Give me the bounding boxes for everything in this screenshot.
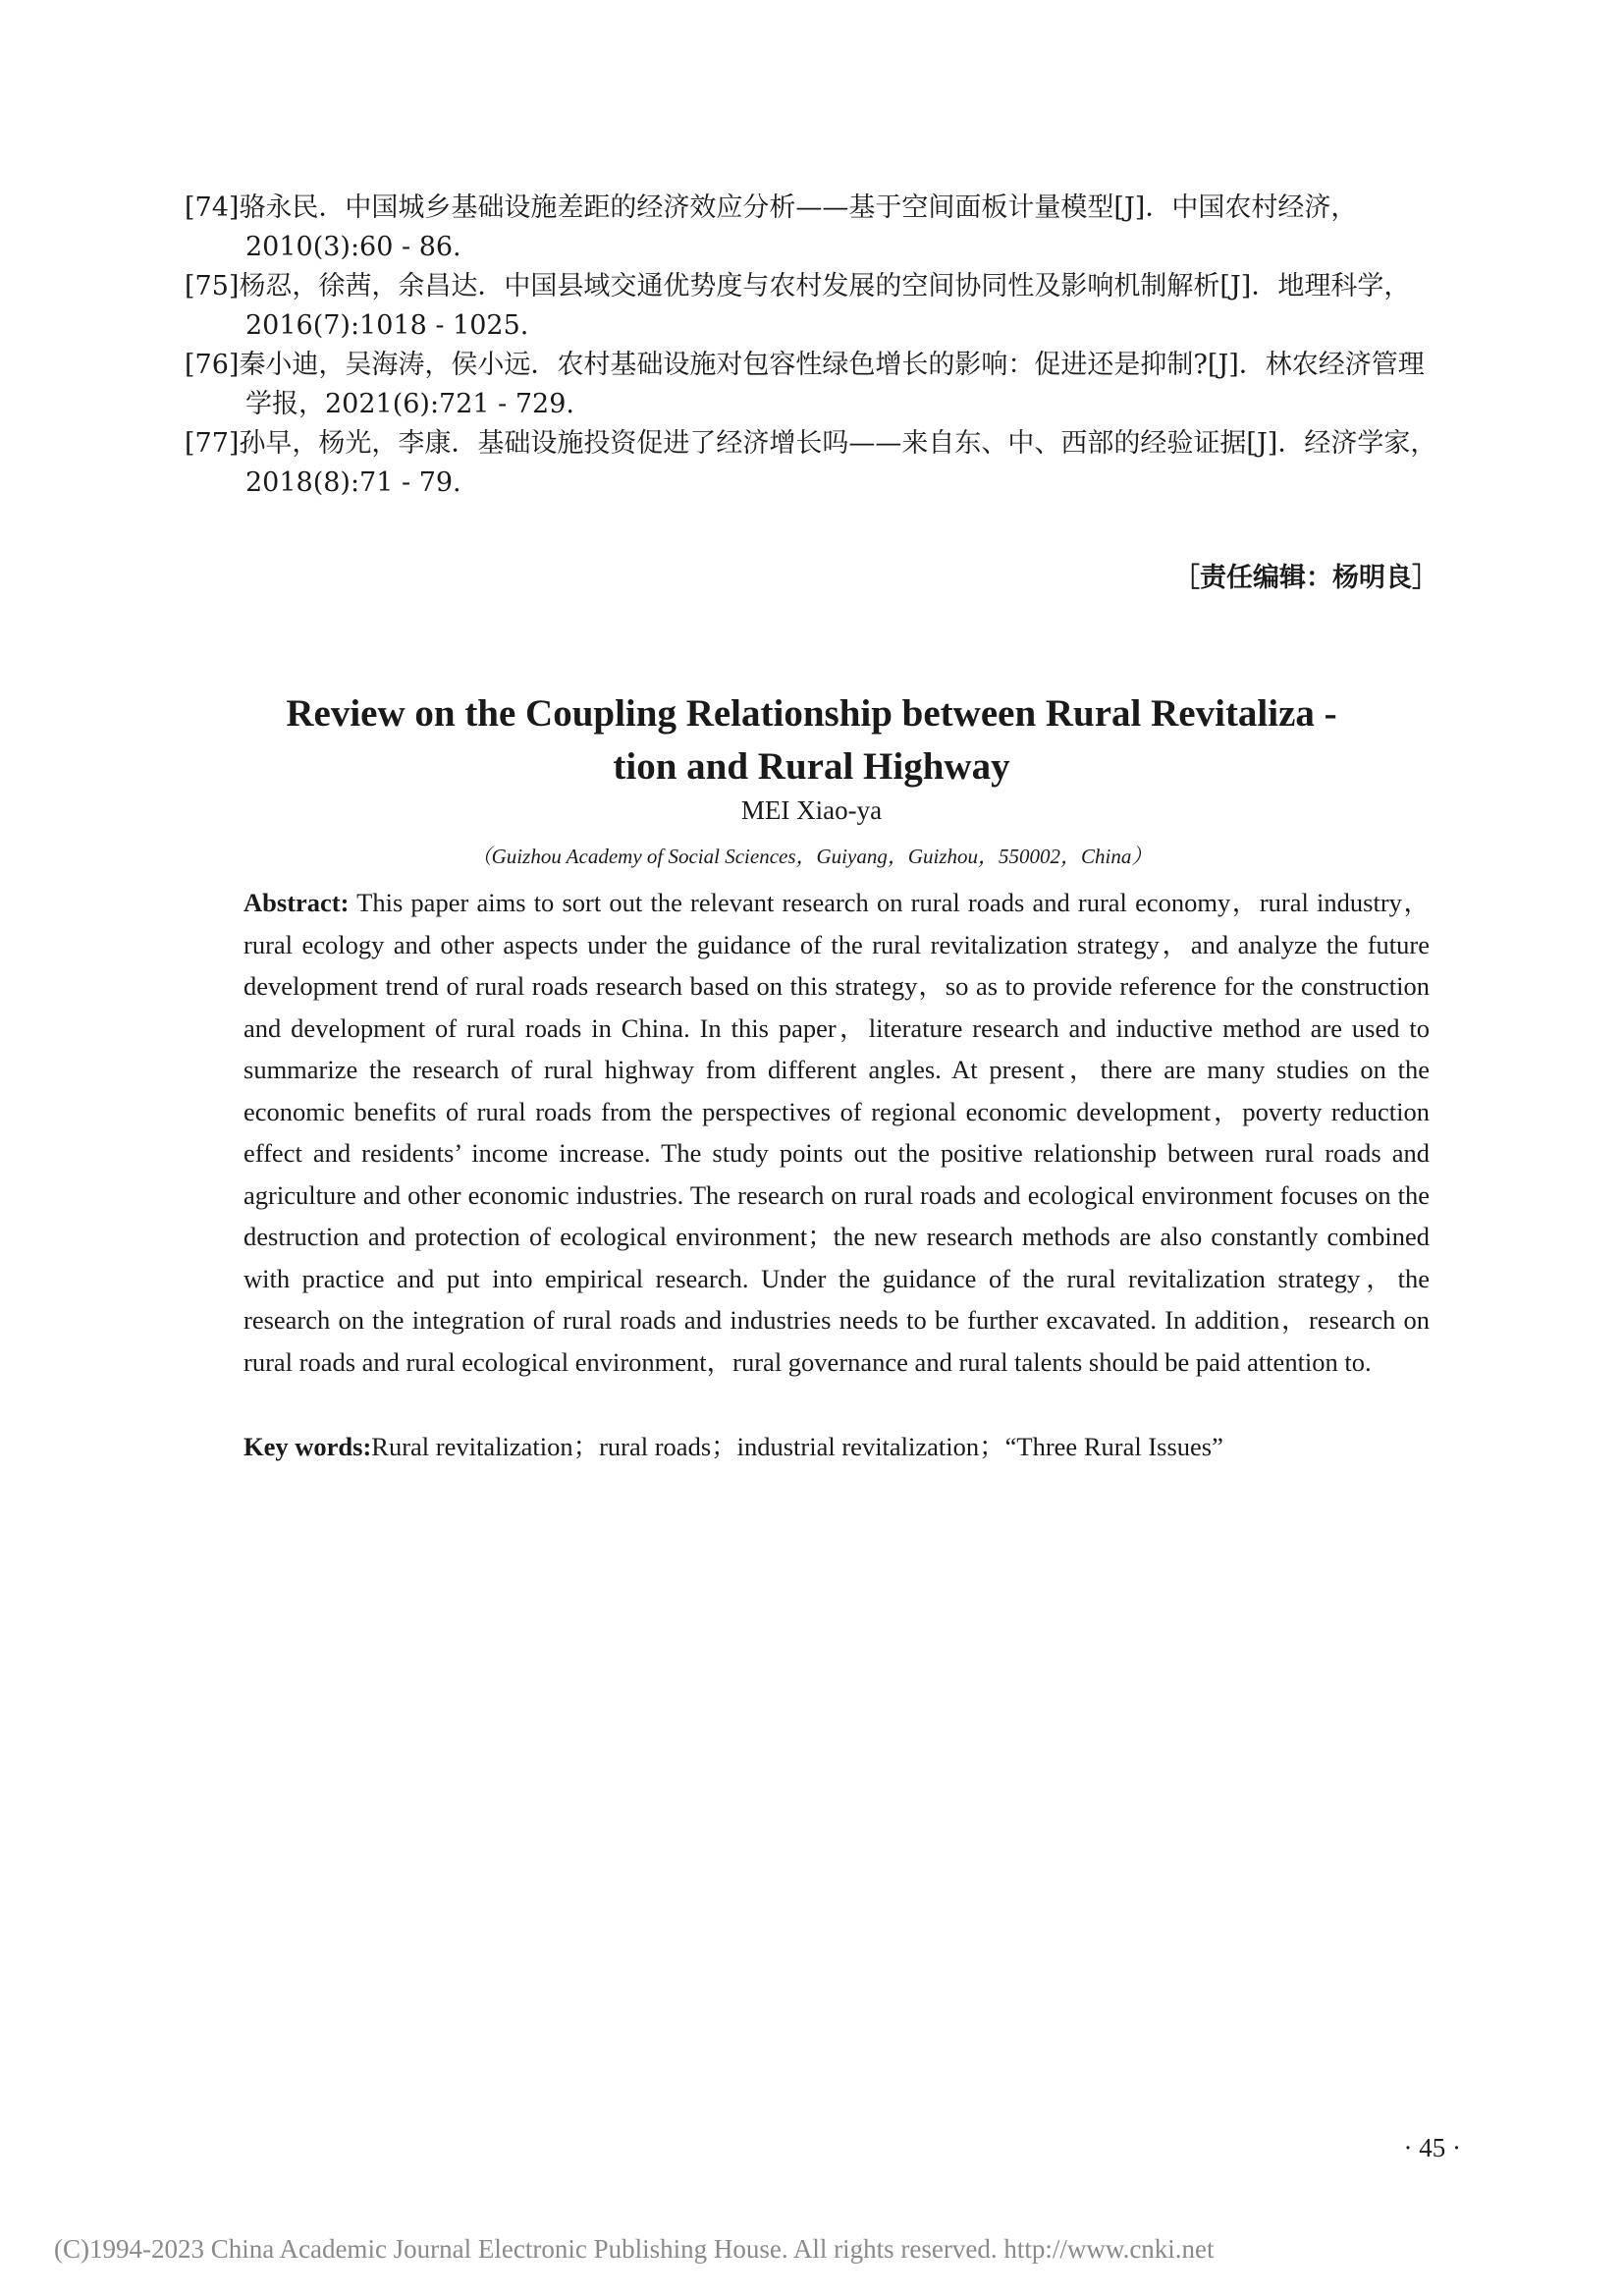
- reference-number: [74]: [185, 192, 240, 223]
- abstract-label: Abstract:: [243, 888, 350, 917]
- article-title-line-2: tion and Rural Highway: [613, 745, 1010, 788]
- responsible-editor: ［责任编辑：杨明良］: [1173, 563, 1438, 593]
- keywords-text: Rural revitalization；rural roads；industrial revitalization；“Three Rural Issues”: [371, 1432, 1223, 1461]
- reference-item: [185, 424, 1490, 503]
- reference-text-continued: 2016(7):1018 - 1025.: [245, 310, 529, 341]
- reference-list: [185, 189, 1490, 503]
- keywords-label: Key words:: [243, 1432, 372, 1461]
- article-title-line-1: Review on the Coupling Relationship between Rural Revitaliza -: [286, 692, 1337, 735]
- reference-item: [185, 346, 1490, 424]
- reference-text-continued: 2018(8):71 - 79.: [245, 467, 461, 498]
- reference-number: [76]: [185, 350, 240, 380]
- copyright-notice: (C)1994-2023 China Academic Journal Electronic Publishing House. All rights reserved. http://www.cnki.net: [54, 2234, 1215, 2264]
- abstract: [243, 882, 1430, 1383]
- reference-text: 秦小迪，吴海涛，侯小远．农村基础设施对包容性绿色增长的影响：促进还是抑制?[J]．林农经济管理: [239, 350, 1425, 380]
- reference-text: 骆永民．中国城乡基础设施差距的经济效应分析——基于空间面板计量模型[J]．中国农村经济，: [239, 192, 1358, 223]
- reference-number: [75]: [185, 271, 240, 301]
- reference-item: [185, 189, 1490, 267]
- page-number: · 45 ·: [1403, 2133, 1461, 2162]
- reference-text: 杨忍，徐茜，余昌达．中国县域交通优势度与农村发展的空间协同性及影响机制解析[J]．地理科学，: [239, 271, 1411, 301]
- reference-number: [77]: [185, 428, 240, 459]
- author-affiliation: （Guizhou Academy of Social Sciences，Guiyang，Guizhou，550002，China）: [470, 845, 1153, 868]
- keywords: [243, 1426, 1430, 1467]
- author-name: MEI Xiao-ya: [740, 795, 883, 825]
- reference-text-continued: 2010(3):60 - 86.: [245, 232, 461, 262]
- article-title: [196, 687, 1427, 793]
- reference-text: 孙早，杨光，李康．基础设施投资促进了经济增长吗——来自东、中、西部的经验证据[J]．经济学家，: [239, 428, 1437, 459]
- reference-item: [185, 267, 1490, 346]
- abstract-text: This paper aims to sort out the relevant research on rural roads and rural economy，rural industry，rural ecology and other aspects under the guidance of the rural revitalization strategy，and analyze the future development trend of rural roads research based on this strategy，so as to provide reference for the construction and development of rural roads in China. In this paper，literature research and inductive method are used to summarize the research of rural highway from different angles. At present，there are many studies on the economic benefits of rural roads from the perspectives of regional economic development，poverty reduction effect and residents’ income increase. The study points out the positive relationship between rural roads and agriculture and other economic industries. The research on rural roads and ecological environment focuses on the destruction and protection of ecological environment；the new research methods are also constantly combined with practice and put into empirical research. Under the guidance of the rural revitalization strategy，the research on the integration of rural roads and industries needs to be further excavated. In addition，research on rural roads and rural ecological environment，rural governance and rural talents should be paid attention to.: [243, 888, 1430, 1377]
- reference-text-continued: 学报，2021(6):721 - 729.: [245, 389, 574, 419]
